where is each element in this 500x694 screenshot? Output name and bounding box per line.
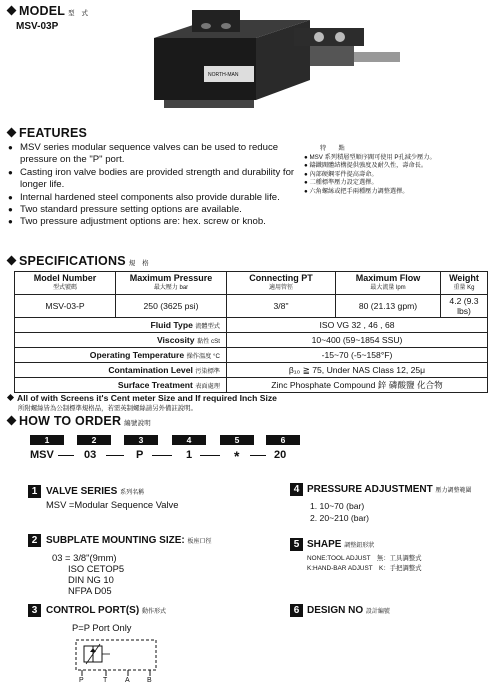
prop-label-en: Surface Treatment [117,380,193,390]
model-heading-zh: 型 式 [68,10,89,17]
port-label: P [79,677,84,684]
specs-table [14,271,488,393]
block-number-2: 2 [28,534,41,547]
order-heading-text: HOW TO ORDER [19,414,122,428]
col-header-en: Weight [449,273,479,283]
col-header-zh: 最大流量 lpm [370,285,406,291]
order-position-6: 6 [266,435,300,445]
dash-separator [106,455,124,456]
shape-option-en: K:HAND-BAR ADJUST [307,565,373,572]
col-header [336,272,441,295]
dash-separator [250,455,266,456]
col-header-zh: 最大壓力 bar [153,285,189,291]
prop-label-zh: 表面處理 [195,383,220,390]
table-cell: MSV-03-P [15,295,116,318]
pressure-adjustment-title [307,484,472,495]
col-header-zh: 適用管徑 [268,285,293,291]
block-number-3: 3 [28,604,41,617]
spec-prop-row [15,318,488,333]
diamond-bullet-icon [7,6,17,16]
valve-series-desc: MSV =Modular Sequence Valve [46,499,179,510]
feature-zh-item: ● 鑄鐵閥體結構提供強度及耐久性，壽命長。 [304,162,428,170]
block-number-5: 5 [290,538,303,551]
model-heading [8,4,88,18]
control-port-title-zh: 動作形式 [141,609,166,615]
control-port-desc: P=P Port Only [72,622,132,633]
feature-zh-item: ● 二種標準壓力設定選擇。 [304,179,378,187]
col-header [15,272,116,295]
specs-note [8,393,277,403]
shape-title-zh: 調整鈕形狀 [344,543,375,549]
diamond-bullet-icon [7,394,14,401]
spec-prop-row [15,378,488,393]
pressure-range: 2. 20~210 (bar) [310,513,370,523]
valve-product-image [144,6,404,128]
port-label: A [125,677,130,684]
order-heading-zh: 編號說明 [124,420,151,427]
prop-label-zh: 黏性 cSt [196,338,220,345]
feature-zh-text: 鑄鐵閥體結構提供強度及耐久性，壽命長。 [309,162,428,170]
block-number-4: 4 [290,483,303,496]
features-heading [8,126,87,140]
feature-item: ● Two pressure adjustment options are: hex. screw or knob. [8,216,308,228]
shape-title-text: SHAPE [307,539,342,550]
features-list [8,142,308,229]
shape-option [307,554,422,563]
prop-value: 10~400 (59~1854 SSU) [227,333,488,348]
order-code: 1 [186,449,193,461]
order-code: P [136,449,144,461]
port-label: B [147,677,152,684]
order-heading [8,414,151,428]
prop-value: β₁₀ ≧ 75, Under NAS Class 12, 25μ [227,363,488,378]
order-position-5: 5 [220,435,254,445]
dash-separator [152,455,172,456]
order-position-4: 4 [172,435,206,445]
specs-note-zh: 所附螺絲皆為公制標準規格品，若需英制螺絲請另外備註說明。 [18,405,197,412]
shape-option-zh: K：手把調整式 [378,565,422,572]
design-no-title [307,605,390,616]
col-header-en: Maximum Pressure [129,273,213,283]
order-code-diagram [30,435,300,469]
prop-value: Zinc Phosphate Compound 鋅 磷酸鹽 化合物 [227,378,488,393]
design-no-title-text: DESIGN NO [307,605,364,616]
block-number-1: 1 [28,485,41,498]
product-plate-text: NORTH-MAN [208,72,239,78]
block-number-6: 6 [290,604,303,617]
diamond-bullet-icon [7,256,17,266]
valve-series-title-text: VALVE SERIES [46,486,118,497]
col-header [441,272,488,295]
specs-heading-zh: 規 格 [128,260,149,267]
specs-header-row [15,272,488,295]
control-port-title [46,605,166,616]
order-position-2: 2 [77,435,111,445]
dash-separator [200,455,220,456]
model-name: MSV-03P [16,21,59,32]
prop-label-en: Contamination Level [108,365,193,375]
feature-item: ● Two standard pressure setting options are available. [8,204,308,216]
prop-label-en: Viscosity [156,335,195,345]
prop-value: -15~70 (-5~158°F) [227,348,488,363]
model-section [8,4,88,32]
shape-option-zh: 無：工具調整式 [376,555,422,562]
pressure-range: 1. 10~70 (bar) [310,501,365,511]
control-port-title-text: CONTROL PORT(S) [46,605,140,616]
valve-series-title [46,486,144,497]
table-cell: 3/8" [227,295,336,318]
order-code: 20 [274,449,287,461]
subplate-title-text: SUBPLATE MOUNTING SIZE: [46,535,185,546]
features-heading-text: FEATURES [19,126,88,140]
table-cell: 80 (21.13 gpm) [336,295,441,318]
order-code: 03 [84,449,97,461]
model-heading-text: MODEL [19,4,66,18]
feature-zh-item: ● 內部硬鋼零件提高壽命。 [304,170,378,178]
feature-item: ● Internal hardened steel components also provide durable life. [8,192,308,204]
feature-zh-item: ● 六角螺絲或把手兩種壓力調整選擇。 [304,187,409,195]
shape-option-en: NONE:TOOL ADJUST [307,555,371,562]
order-position-3: 3 [124,435,158,445]
specs-heading-text: SPECIFICATIONS [19,254,126,268]
feature-zh-text: 二種標準壓力設定選擇。 [309,179,378,187]
col-header-zh: 重量 Kg [453,285,475,291]
subplate-title-zh: 板座口徑 [187,539,212,545]
feature-item: ● MSV series modular sequence valves can be used to reduce pressure on the "P" port. [8,142,308,167]
prop-label [15,318,227,333]
spec-prop-row [15,333,488,348]
col-header-en: Maximum Flow [355,273,421,283]
prop-label-zh: 操作溫度 °C [186,353,220,360]
hydraulic-symbol-icon [72,636,162,676]
subplate-size: 03 = 3/8"(9mm) [52,552,117,563]
prop-label [15,363,227,378]
diamond-bullet-icon [7,416,17,426]
prop-label-en: Fluid Type [150,320,193,330]
prop-label-zh: 流體型式 [195,323,220,330]
order-position-1: 1 [30,435,64,445]
feature-item: ● Casting iron valve bodies are provided strength and durability for longer life. [8,167,308,192]
spec-prop-row [15,348,488,363]
feature-zh-text: MSV 系列積層型順序閥可使用 P孔減少壓力。 [309,153,436,161]
specs-note-text: All of with Screens it's Cent meter Size and If required Inch Size [17,393,277,403]
order-code: MSV [30,449,54,461]
dash-separator [58,455,74,456]
port-label: T [103,677,108,684]
order-code: * [234,448,240,464]
col-header-zh: 型式號碼 [52,285,77,291]
specs-data-row [15,295,488,318]
diamond-bullet-icon [7,128,17,138]
col-header-en: Model Number [33,273,97,283]
subplate-standard: DIN NG 10 [68,574,114,585]
prop-label [15,333,227,348]
features-zh-list [304,145,496,197]
subplate-title [46,535,212,546]
subplate-standard: NFPA D05 [68,585,112,596]
col-header-en: Connecting PT [249,273,313,283]
shape-option [307,564,422,573]
table-cell: 250 (3625 psi) [116,295,227,318]
spec-prop-row [15,363,488,378]
prop-label [15,348,227,363]
pressure-adjustment-title-zh: 壓力調整範圍 [435,488,472,494]
table-cell: 4.2 (9.3 lbs) [441,295,488,318]
shape-title [307,539,374,550]
valve-series-title-zh: 系列名稱 [120,490,145,496]
design-no-title-zh: 設計編號 [365,609,390,615]
feature-zh-text: 內部硬鋼零件提高壽命。 [309,170,378,178]
specs-heading [8,254,149,268]
prop-value: ISO VG 32 , 46 , 68 [227,318,488,333]
feature-zh-text: 六角螺絲或把手兩種壓力調整選擇。 [309,187,409,195]
col-header [116,272,227,295]
prop-label [15,378,227,393]
features-zh-heading: 特 點 [320,145,345,152]
pressure-adjustment-title-text: PRESSURE ADJUSTMENT [307,484,433,495]
prop-label-en: Operating Temperature [89,350,185,360]
feature-zh-item: ● MSV 系列積層型順序閥可使用 P孔減少壓力。 [304,153,436,161]
subplate-standard: ISO CETOP5 [68,563,125,574]
col-header [227,272,336,295]
prop-label-zh: 污染標準 [195,368,220,375]
